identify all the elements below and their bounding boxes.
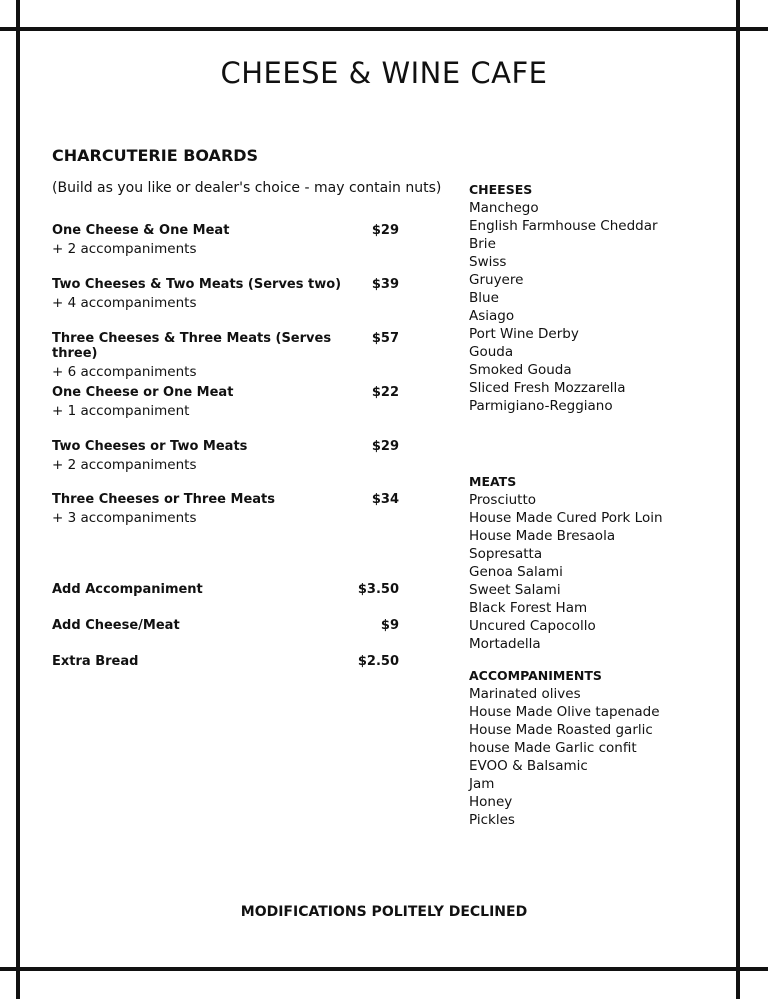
accompaniments-list xyxy=(469,685,729,829)
cheeses-heading: CHEESES xyxy=(469,182,533,197)
cheese-item: Asiago xyxy=(469,308,515,324)
addon-price: $3.50 xyxy=(357,582,399,597)
board-price: $29 xyxy=(371,439,399,454)
cheese-item: Sliced Fresh Mozzarella xyxy=(469,380,626,396)
addon-item xyxy=(52,654,399,669)
meat-item: House Made Bresaola xyxy=(469,528,616,544)
charcuterie-heading: CHARCUTERIE BOARDS xyxy=(52,146,259,165)
board-price: $39 xyxy=(371,277,399,292)
board-item xyxy=(52,223,399,257)
board-item xyxy=(52,492,399,526)
meat-item: Genoa Salami xyxy=(469,564,563,580)
board-detail: + 6 accompaniments xyxy=(52,364,197,380)
charcuterie-note: (Build as you like or dealer's choice - may contain nuts) xyxy=(52,180,442,196)
cheeses-section xyxy=(469,181,729,415)
board-name: Two Cheeses or Two Meats xyxy=(52,439,248,454)
meat-item: House Made Cured Pork Loin xyxy=(469,510,663,526)
cheese-item: Smoked Gouda xyxy=(469,362,572,378)
meat-item: Mortadella xyxy=(469,636,541,652)
board-detail: + 1 accompaniment xyxy=(52,403,190,419)
bottom-border-line xyxy=(0,967,768,971)
meat-item: Sopresatta xyxy=(469,546,543,562)
addon-item xyxy=(52,618,399,633)
cheese-item: Gruyere xyxy=(469,272,524,288)
board-name: Three Cheeses or Three Meats xyxy=(52,492,275,507)
accompaniment-item: Pickles xyxy=(469,812,515,828)
accompaniment-item: Jam xyxy=(469,776,495,792)
left-border-line xyxy=(16,0,20,999)
cheese-item: Swiss xyxy=(469,254,507,270)
board-detail: + 3 accompaniments xyxy=(52,510,197,526)
board-price: $22 xyxy=(371,385,399,400)
cheese-item: English Farmhouse Cheddar xyxy=(469,218,658,234)
cheeses-list xyxy=(469,199,729,415)
cheese-item: Port Wine Derby xyxy=(469,326,579,342)
meats-heading: MEATS xyxy=(469,474,517,489)
accompaniment-item: House Made Roasted garlic xyxy=(469,722,653,738)
accompaniment-item: Honey xyxy=(469,794,513,810)
board-detail: + 2 accompaniments xyxy=(52,457,197,473)
right-border-line xyxy=(736,0,740,999)
board-detail: + 2 accompaniments xyxy=(52,241,197,257)
top-border-line xyxy=(0,27,768,31)
addon-name: Add Accompaniment xyxy=(52,582,203,597)
board-name: Two Cheeses & Two Meats (Serves two) xyxy=(52,277,342,292)
board-name: One Cheese or One Meat xyxy=(52,385,234,400)
accompaniment-item: EVOO & Balsamic xyxy=(469,758,588,774)
menu-title: CHEESE & WINE CAFE xyxy=(220,56,548,90)
meats-list xyxy=(469,491,729,653)
footer-notice: MODIFICATIONS POLITELY DECLINED xyxy=(240,904,528,920)
cheese-item: Parmigiano-Reggiano xyxy=(469,398,613,414)
accompaniments-section xyxy=(469,667,729,829)
accompaniment-item: Marinated olives xyxy=(469,686,581,702)
addon-item xyxy=(52,582,399,597)
meat-item: Sweet Salami xyxy=(469,582,561,598)
board-price: $34 xyxy=(371,492,399,507)
meat-item: Uncured Capocollo xyxy=(469,618,596,634)
addon-name: Add Cheese/Meat xyxy=(52,618,180,633)
board-name: Three Cheeses & Three Meats (Serves three) xyxy=(52,331,332,361)
cheese-item: Brie xyxy=(469,236,496,252)
cheese-item: Blue xyxy=(469,290,499,306)
addon-price: $2.50 xyxy=(357,654,399,669)
cheese-item: Manchego xyxy=(469,200,539,216)
board-item xyxy=(52,439,399,473)
meat-item: Prosciutto xyxy=(469,492,537,508)
accompaniment-item: House Made Olive tapenade xyxy=(469,704,660,720)
meats-section xyxy=(469,473,729,653)
board-name: One Cheese & One Meat xyxy=(52,223,230,238)
cheese-item: Gouda xyxy=(469,344,514,360)
board-item xyxy=(52,277,399,311)
accompaniment-item: house Made Garlic confit xyxy=(469,740,637,756)
board-detail: + 4 accompaniments xyxy=(52,295,197,311)
board-price: $57 xyxy=(371,331,399,346)
accompaniments-heading: ACCOMPANIMENTS xyxy=(469,668,602,683)
addon-price: $9 xyxy=(380,618,399,633)
meat-item: Black Forest Ham xyxy=(469,600,588,616)
board-item xyxy=(52,331,399,380)
board-item xyxy=(52,385,399,419)
board-price: $29 xyxy=(371,223,399,238)
addon-name: Extra Bread xyxy=(52,654,139,669)
